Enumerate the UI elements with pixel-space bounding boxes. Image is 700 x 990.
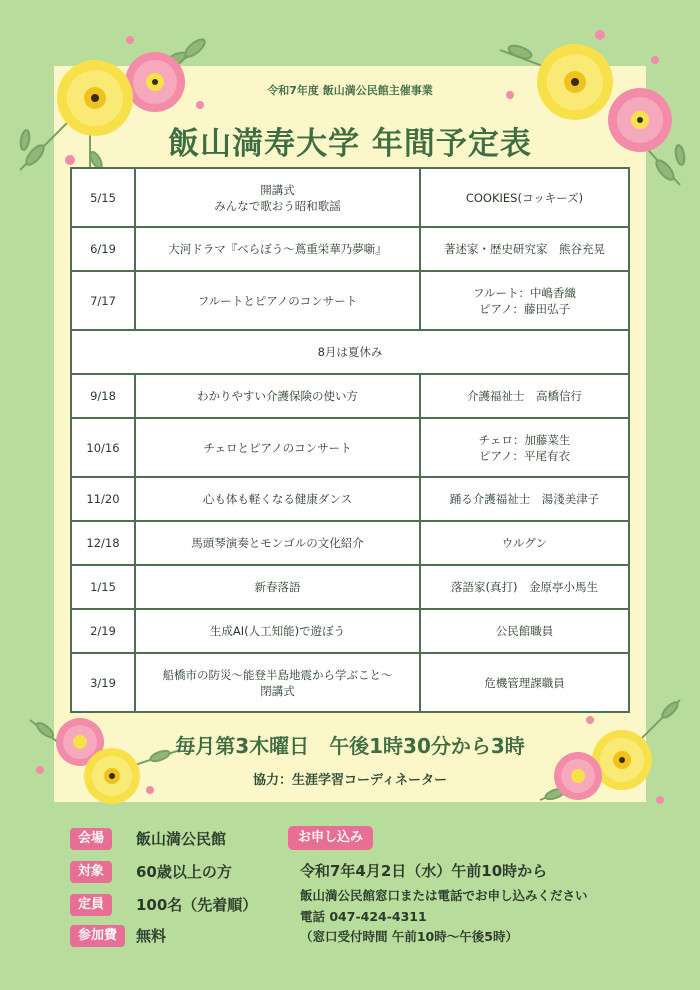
speaker-cell: 公民館職員 (420, 609, 629, 653)
fee-row (70, 925, 300, 947)
capacity-tag: 定員 (70, 894, 112, 916)
application-tag: お申し込み (288, 826, 373, 850)
date-cell: 9/18 (71, 374, 135, 418)
speaker-cell: ウルグン (420, 521, 629, 565)
table-row (71, 653, 629, 712)
target-tag: 対象 (70, 861, 112, 883)
table-row (71, 565, 629, 609)
application-start: 令和7年4月2日（水）午前10時から (300, 862, 548, 880)
speaker-cell: チェロ：加藤菜生 ピアノ：平尾有衣 (420, 418, 629, 477)
speaker-cell: 落語家(真打) 金原亭小馬生 (420, 565, 629, 609)
schedule-time: 毎月第3木曜日 午後1時30分から3時 (175, 734, 525, 758)
speaker-cell: フルート：中嶋香織 ピアノ：藤田弘子 (420, 271, 629, 330)
table-row (71, 374, 629, 418)
target-value: 60歳以上の方 (136, 863, 232, 881)
event-cell: 開講式 みんなで歌おう昭和歌謡 (135, 168, 420, 227)
schedule-table (70, 167, 630, 713)
capacity-row (70, 894, 300, 916)
application-hours: （窓口受付時間 午前10時～午後5時） (300, 929, 518, 944)
date-cell: 12/18 (71, 521, 135, 565)
event-cell: 馬頭琴演奏とモンゴルの文化紹介 (135, 521, 420, 565)
table-row (71, 609, 629, 653)
capacity-value: 100名（先着順） (136, 896, 258, 914)
summer-break-note: 8月は夏休み (71, 330, 629, 374)
speaker-cell: 踊る介護福祉士 湯淺美津子 (420, 477, 629, 521)
speaker-cell: 危機管理課職員 (420, 653, 629, 712)
speaker-cell: 介護福祉士 高橋信行 (420, 374, 629, 418)
date-cell: 7/17 (71, 271, 135, 330)
date-cell: 1/15 (71, 565, 135, 609)
event-cell: 生成AI(人工知能)で遊ぼう (135, 609, 420, 653)
table-row (71, 227, 629, 271)
date-cell: 10/16 (71, 418, 135, 477)
venue-tag: 会場 (70, 828, 112, 850)
date-cell: 11/20 (71, 477, 135, 521)
date-cell: 6/19 (71, 227, 135, 271)
table-row (71, 477, 629, 521)
organizer-subtitle: 令和7年度 飯山満公民館主催事業 (267, 84, 433, 97)
fee-tag: 参加費 (70, 925, 125, 947)
table-row (71, 271, 629, 330)
flower-decoration-top-right (480, 20, 700, 190)
speaker-cell: COOKIES(コッキーズ) (420, 168, 629, 227)
venue-row (70, 828, 300, 850)
venue-value: 飯山満公民館 (136, 830, 227, 848)
event-cell: チェロとピアノのコンサート (135, 418, 420, 477)
event-cell: フルートとピアノのコンサート (135, 271, 420, 330)
table-row (71, 418, 629, 477)
table-row (71, 521, 629, 565)
date-cell: 5/15 (71, 168, 135, 227)
event-cell: 大河ドラマ『べらぼう～蔦重栄華乃夢噺』 (135, 227, 420, 271)
page-title: 飯山満寿大学 年間予定表 (168, 126, 532, 162)
flower-decoration-bottom-left (20, 700, 190, 820)
event-cell: わかりやすい介護保険の使い方 (135, 374, 420, 418)
event-cell: 新春落語 (135, 565, 420, 609)
cooperation-credit: 協力：生涯学習コーディネーター (253, 773, 447, 788)
date-cell: 2/19 (71, 609, 135, 653)
event-cell: 心も体も軽くなる健康ダンス (135, 477, 420, 521)
application-method: 飯山満公民館窓口または電話でお申し込みください (300, 888, 588, 903)
target-row (70, 861, 300, 883)
fee-value: 無料 (136, 927, 167, 945)
date-cell: 3/19 (71, 653, 135, 712)
application-phone: 電話 047-424-4311 (300, 909, 427, 924)
table-row (71, 330, 629, 374)
table-row (71, 168, 629, 227)
speaker-cell: 著述家・歴史研究家 熊谷充晃 (420, 227, 629, 271)
event-cell: 船橋市の防災～能登半島地震から学ぶこと～ 閉講式 (135, 653, 420, 712)
